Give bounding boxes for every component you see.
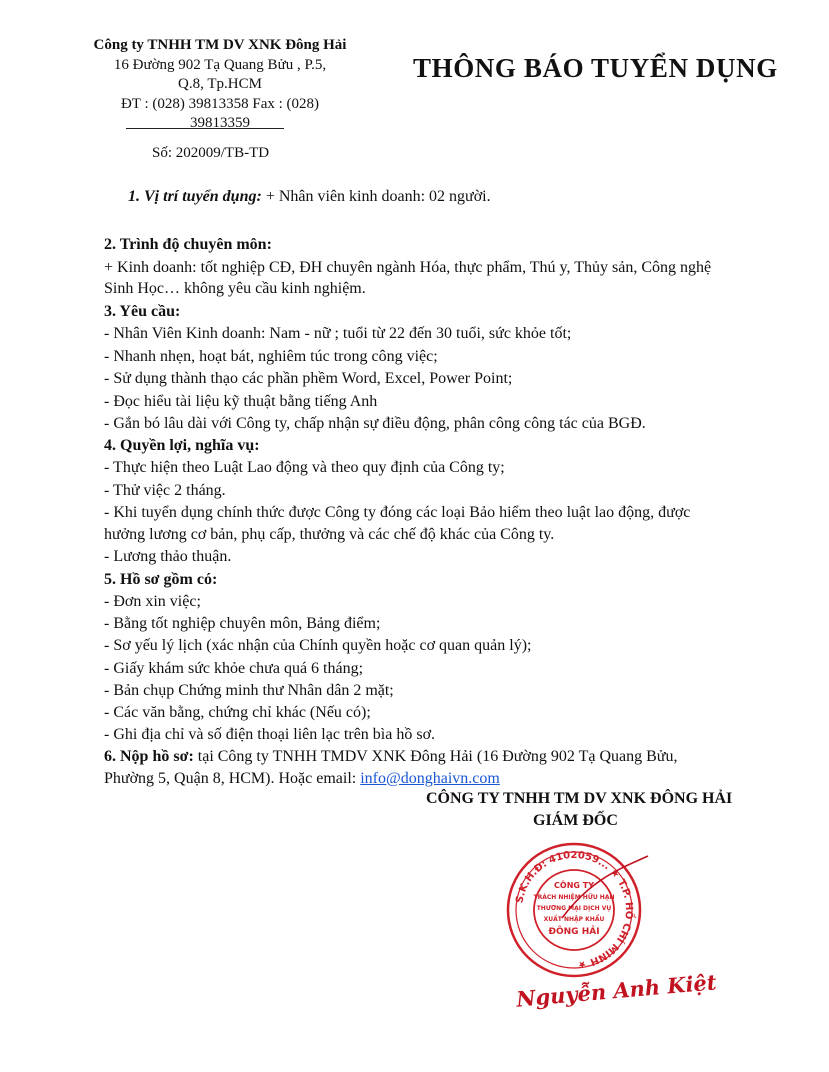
signature-company: CÔNG TY TNHH TM DV XNK ĐÔNG HẢI (426, 790, 733, 807)
section-5-item: - Bản chụp Chứng minh thư Nhân dân 2 mặt; (104, 682, 394, 699)
section-3-item: - Nhanh nhẹn, hoạt bát, nghiêm túc trong công việc; (104, 348, 438, 365)
document-number: Số: 202009/TB-TD (152, 145, 270, 161)
section-6-line2-text: Phường 5, Quận 8, HCM). Hoặc email: (104, 770, 361, 787)
section-5-item: - Đơn xin việc; (104, 593, 201, 610)
section-5-item: - Ghi địa chỉ và số điện thoại liên lạc trên bìa hồ sơ. (104, 726, 436, 743)
section-2-heading: 2. Trình độ chuyên môn: (104, 236, 272, 253)
section-4-item: - Thực hiện theo Luật Lao động và theo quy định của Công ty; (104, 459, 505, 476)
section-5-item: - Bằng tốt nghiệp chuyên môn, Bảng điểm; (104, 615, 381, 632)
svg-text:XUẤT NHẬP KHẨU: XUẤT NHẬP KHẨU (543, 916, 605, 923)
signature-title: GIÁM ĐỐC (533, 812, 618, 829)
section-3-item: - Sử dụng thành thạo các phần phềm Word, Excel, Power Point; (104, 370, 513, 387)
section-6-line2 (104, 769, 500, 789)
company-address-line1: 16 Đường 902 Tạ Quang Bửu , P.5, (113, 56, 327, 73)
header-divider (126, 128, 284, 129)
section-3-item: - Đọc hiểu tài liệu kỹ thuật bằng tiếng Anh (104, 393, 378, 410)
section-4-item: - Lương thảo thuận. (104, 548, 232, 565)
section-3-heading: 3. Yêu cầu: (104, 303, 181, 320)
section-4-item: - Khi tuyển dụng chính thức được Công ty đóng các loại Bảo hiểm theo luật lao động, được (104, 504, 691, 521)
director-signature-name: Nguyễn Anh Kiệt (515, 969, 718, 1012)
section-4-heading: 4. Quyền lợi, nghĩa vụ: (104, 437, 260, 454)
company-seal-stamp (502, 838, 652, 988)
svg-text:THƯƠNG MẠI DỊCH VỤ: THƯƠNG MẠI DỊCH VỤ (536, 905, 612, 912)
company-address-line2: Q.8, Tp.HCM (178, 76, 262, 92)
section-5-item: - Các văn bằng, chứng chỉ khác (Nếu có); (104, 704, 371, 721)
section-4-item: - Thử việc 2 tháng. (104, 482, 226, 499)
section-5-heading: 5. Hồ sơ gồm có: (104, 571, 218, 588)
company-header (84, 36, 356, 134)
section-6-line1 (104, 747, 677, 767)
section-6-heading: 6. Nộp hồ sơ: (104, 748, 194, 765)
svg-text:CÔNG TY: CÔNG TY (554, 881, 594, 890)
company-phone-line1: ĐT : (028) 39813358 Fax : (028) (120, 95, 320, 112)
section-6-text: tại Công ty TNHH TMDV XNK Đông Hải (16 Đường 902 Tạ Quang Bửu, (193, 748, 678, 765)
email-link[interactable]: info@donghaivn.com (360, 770, 500, 787)
document-title: THÔNG BÁO TUYỂN DỤNG (413, 53, 778, 83)
company-name: Công ty TNHH TM DV XNK Đông Hải (93, 37, 347, 53)
section-5-item: - Giấy khám sức khỏe chưa quá 6 tháng; (104, 660, 364, 677)
section-1-text: + Nhân viên kinh doanh: 02 người. (261, 188, 491, 205)
section-2-line2: Sinh Học… không yêu cầu kinh nghiệm. (104, 280, 366, 297)
section-1-line (128, 187, 491, 207)
section-1-heading: 1. Vị trí tuyển dụng: (128, 188, 262, 205)
svg-text:TRÁCH NHIỆM HỮU HẠN: TRÁCH NHIỆM HỮU HẠN (533, 894, 615, 901)
section-3-item: - Gắn bó lâu dài với Công ty, chấp nhận sự điều động, phân công công tác của BGĐ. (104, 415, 646, 432)
section-4-item: hưởng lương cơ bản, phụ cấp, thưởng và các chế độ khác của Công ty. (104, 526, 555, 543)
company-phone-line2: 39813359 (190, 115, 250, 131)
section-3-item: - Nhân Viên Kinh doanh: Nam - nữ ; tuổi từ 22 đến 30 tuổi, sức khỏe tốt; (104, 325, 572, 342)
svg-text:S.K.H.Đ: 4102059... ★ T.P. HỒ: S.K.H.Đ: 4102059... ★ T.P. HỒ CHÍ MINH ★ (514, 849, 635, 971)
section-2-line1: + Kinh doanh: tốt nghiệp CĐ, ĐH chuyên ngành Hóa, thực phẩm, Thú y, Thủy sản, Công nghệ (104, 259, 712, 276)
section-5-item: - Sơ yếu lý lịch (xác nhận của Chính quyền hoặc cơ quan quản lý); (104, 637, 532, 654)
svg-text:ĐÔNG HẢI: ĐÔNG HẢI (548, 927, 600, 937)
